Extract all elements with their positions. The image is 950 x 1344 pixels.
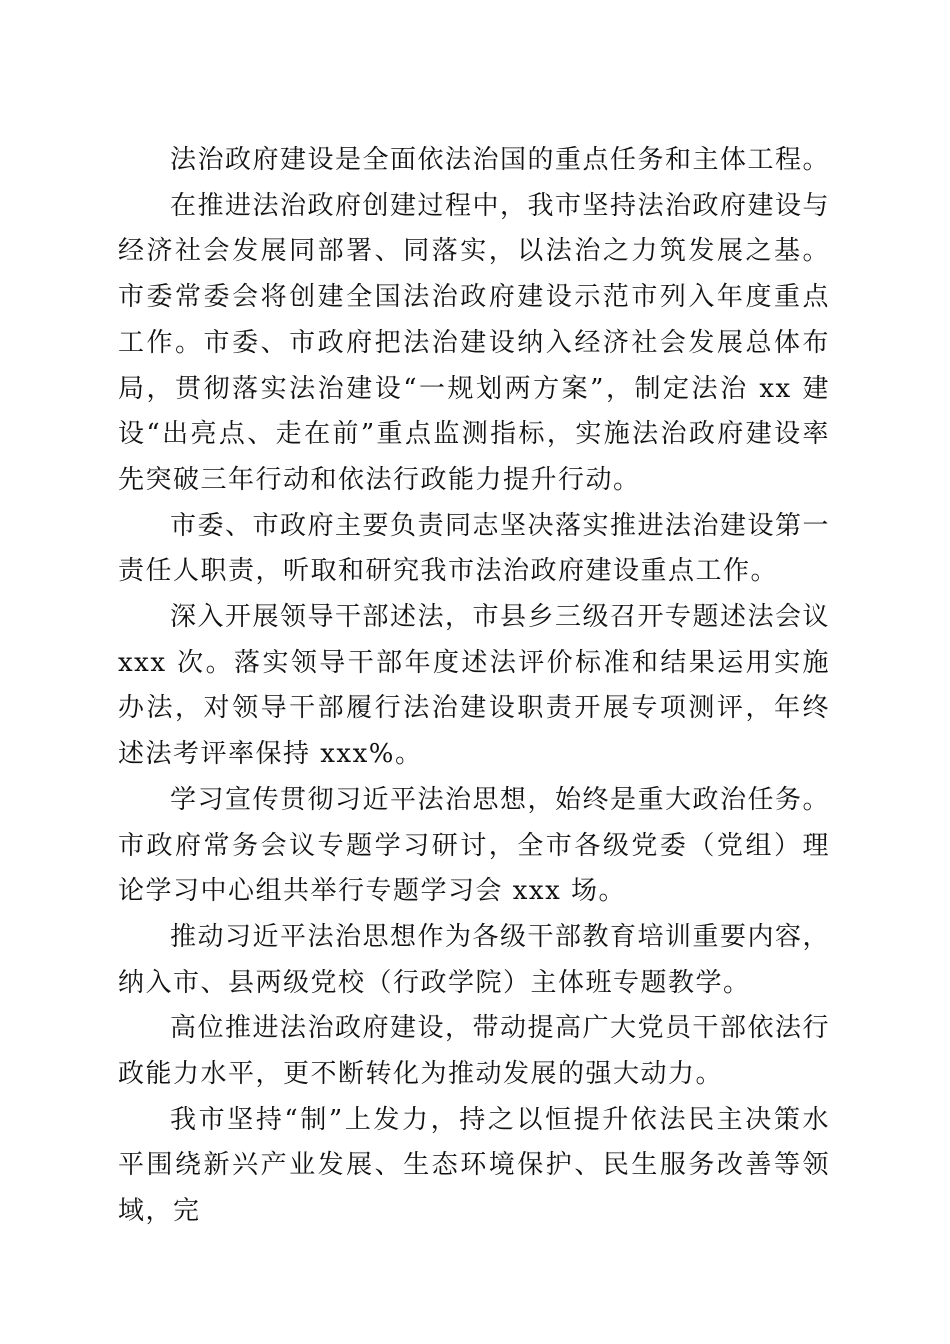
document-body [118, 138, 830, 1235]
paragraph-4: 深入开展领导干部述法，市县乡三级召开专题述法会议 xxx 次。落实领导干部年度述法评价标准和结果运用实施办法，对领导干部履行法治建设职责开展专项测评，年终述法考评率保持 xxx%。 [118, 602, 831, 770]
paragraph-3: 市委、市政府主要负责同志坚决落实推进法治建设第一责任人职责，听取和研究我市法治政府建设重点工作。 [118, 510, 831, 587]
paragraph-6: 推动习近平法治思想作为各级干部教育培训重要内容，纳入市、县两级党校（行政学院）主体班专题教学。 [118, 921, 831, 998]
paragraph-5: 学习宣传贯彻习近平法治思想，始终是重大政治任务。市政府常务会议专题学习研讨，全市各级党委（党组）理论学习中心组共举行专题学习会 xxx 场。 [118, 784, 831, 907]
paragraph-7: 高位推进法治政府建设，带动提高广大党员干部依法行政能力水平，更不断转化为推动发展的强大动力。 [118, 1013, 831, 1090]
paragraph-8: 我市坚持“制”上发力，持之以恒提升依法民主决策水平围绕新兴产业发展、生态环境保护、民生服务改善等领域，完 [118, 1104, 830, 1227]
paragraph-2: 在推进法治政府创建过程中，我市坚持法治政府建设与经济社会发展同部署、同落实，以法治之力筑发展之基。市委常委会将创建全国法治政府建设示范市列入年度重点工作。市委、市政府把法治建设纳入经济社会发展总体布局，贯彻落实法治建设“一规划两方案”，制定法治 xx 建设“出亮点、走在前”重点监测指标，实施法治政府建设率先突破三年行动和依法行政能力提升行动。 [118, 190, 831, 495]
paragraph-1: 法治政府建设是全面依法治国的重点任务和主体工程。 [170, 145, 831, 175]
